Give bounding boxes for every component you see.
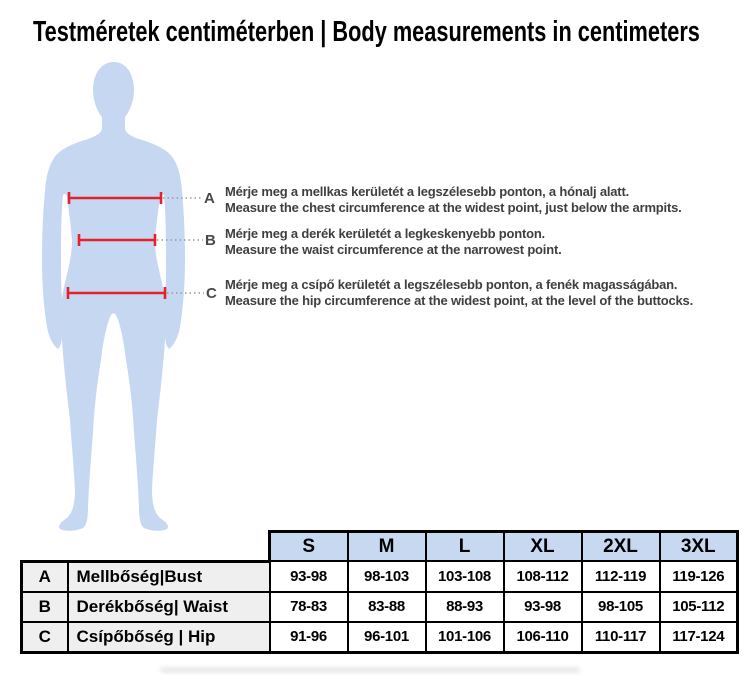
instruction-chest-en: Measure the chest circumference at the widest point, just below the armpits. [225, 199, 682, 215]
instruction-chest-hu: Mérje meg a mellkas kerületét a legszélesebb ponton, a hónalj alatt. [225, 184, 629, 199]
cell-hip-s: 91-96 [270, 622, 348, 653]
cropped-artifact [160, 667, 580, 673]
column-header-2xl: 2XL [582, 532, 660, 562]
row-label-waist: Derékbőség| Waist [68, 592, 270, 622]
cell-hip-3xl: 117-124 [660, 622, 738, 653]
table-spacer [22, 532, 270, 562]
column-header-l: L [426, 532, 504, 562]
cell-waist-m: 83-88 [348, 592, 426, 622]
marker-letter-b: B [205, 232, 216, 249]
cell-waist-xl: 93-98 [504, 592, 582, 622]
row-label-hip: Csípőbőség | Hip [68, 622, 270, 653]
marker-letter-a: A [204, 190, 215, 207]
row-label-bust: Mellbőség|Bust [68, 561, 270, 592]
table-row-bust [22, 561, 738, 592]
instruction-waist [225, 226, 740, 257]
row-letter-b: B [22, 592, 68, 622]
column-header-m: M [348, 532, 426, 562]
cell-hip-l: 101-106 [426, 622, 504, 653]
size-table-header-row [22, 532, 738, 562]
marker-letter-c: C [206, 285, 217, 302]
column-header-s: S [270, 532, 348, 562]
cell-bust-2xl: 112-119 [582, 561, 660, 592]
column-header-3xl: 3XL [660, 532, 738, 562]
instruction-hip-hu: Mérje meg a csípő kerületét a legszélesebb ponton, a fenék magasságában. [225, 277, 678, 292]
cell-hip-m: 96-101 [348, 622, 426, 653]
instruction-waist-en: Measure the waist circumference at the narrowest point. [225, 241, 562, 257]
cell-hip-xl: 106-110 [504, 622, 582, 653]
instruction-hip [225, 277, 740, 308]
table-row-hip [22, 622, 738, 653]
table-row-waist [22, 592, 738, 622]
size-table [20, 530, 739, 654]
cell-waist-3xl: 105-112 [660, 592, 738, 622]
cell-waist-l: 88-93 [426, 592, 504, 622]
cell-bust-xl: 108-112 [504, 561, 582, 592]
cell-bust-s: 93-98 [270, 561, 348, 592]
cell-hip-2xl: 110-117 [582, 622, 660, 653]
column-header-xl: XL [504, 532, 582, 562]
cell-bust-m: 98-103 [348, 561, 426, 592]
instruction-waist-hu: Mérje meg a derék kerületét a legkeskenyebb ponton. [225, 226, 545, 241]
instruction-chest [225, 184, 740, 215]
page-title: Testméretek centiméterben | Body measurements in centimeters [33, 16, 700, 48]
body-silhouette [42, 62, 185, 531]
cell-waist-s: 78-83 [270, 592, 348, 622]
instruction-hip-en: Measure the hip circumference at the widest point, at the level of the buttocks. [225, 292, 693, 308]
row-letter-a: A [22, 561, 68, 592]
cell-bust-3xl: 119-126 [660, 561, 738, 592]
cell-bust-l: 103-108 [426, 561, 504, 592]
row-letter-c: C [22, 622, 68, 653]
cell-waist-2xl: 98-105 [582, 592, 660, 622]
